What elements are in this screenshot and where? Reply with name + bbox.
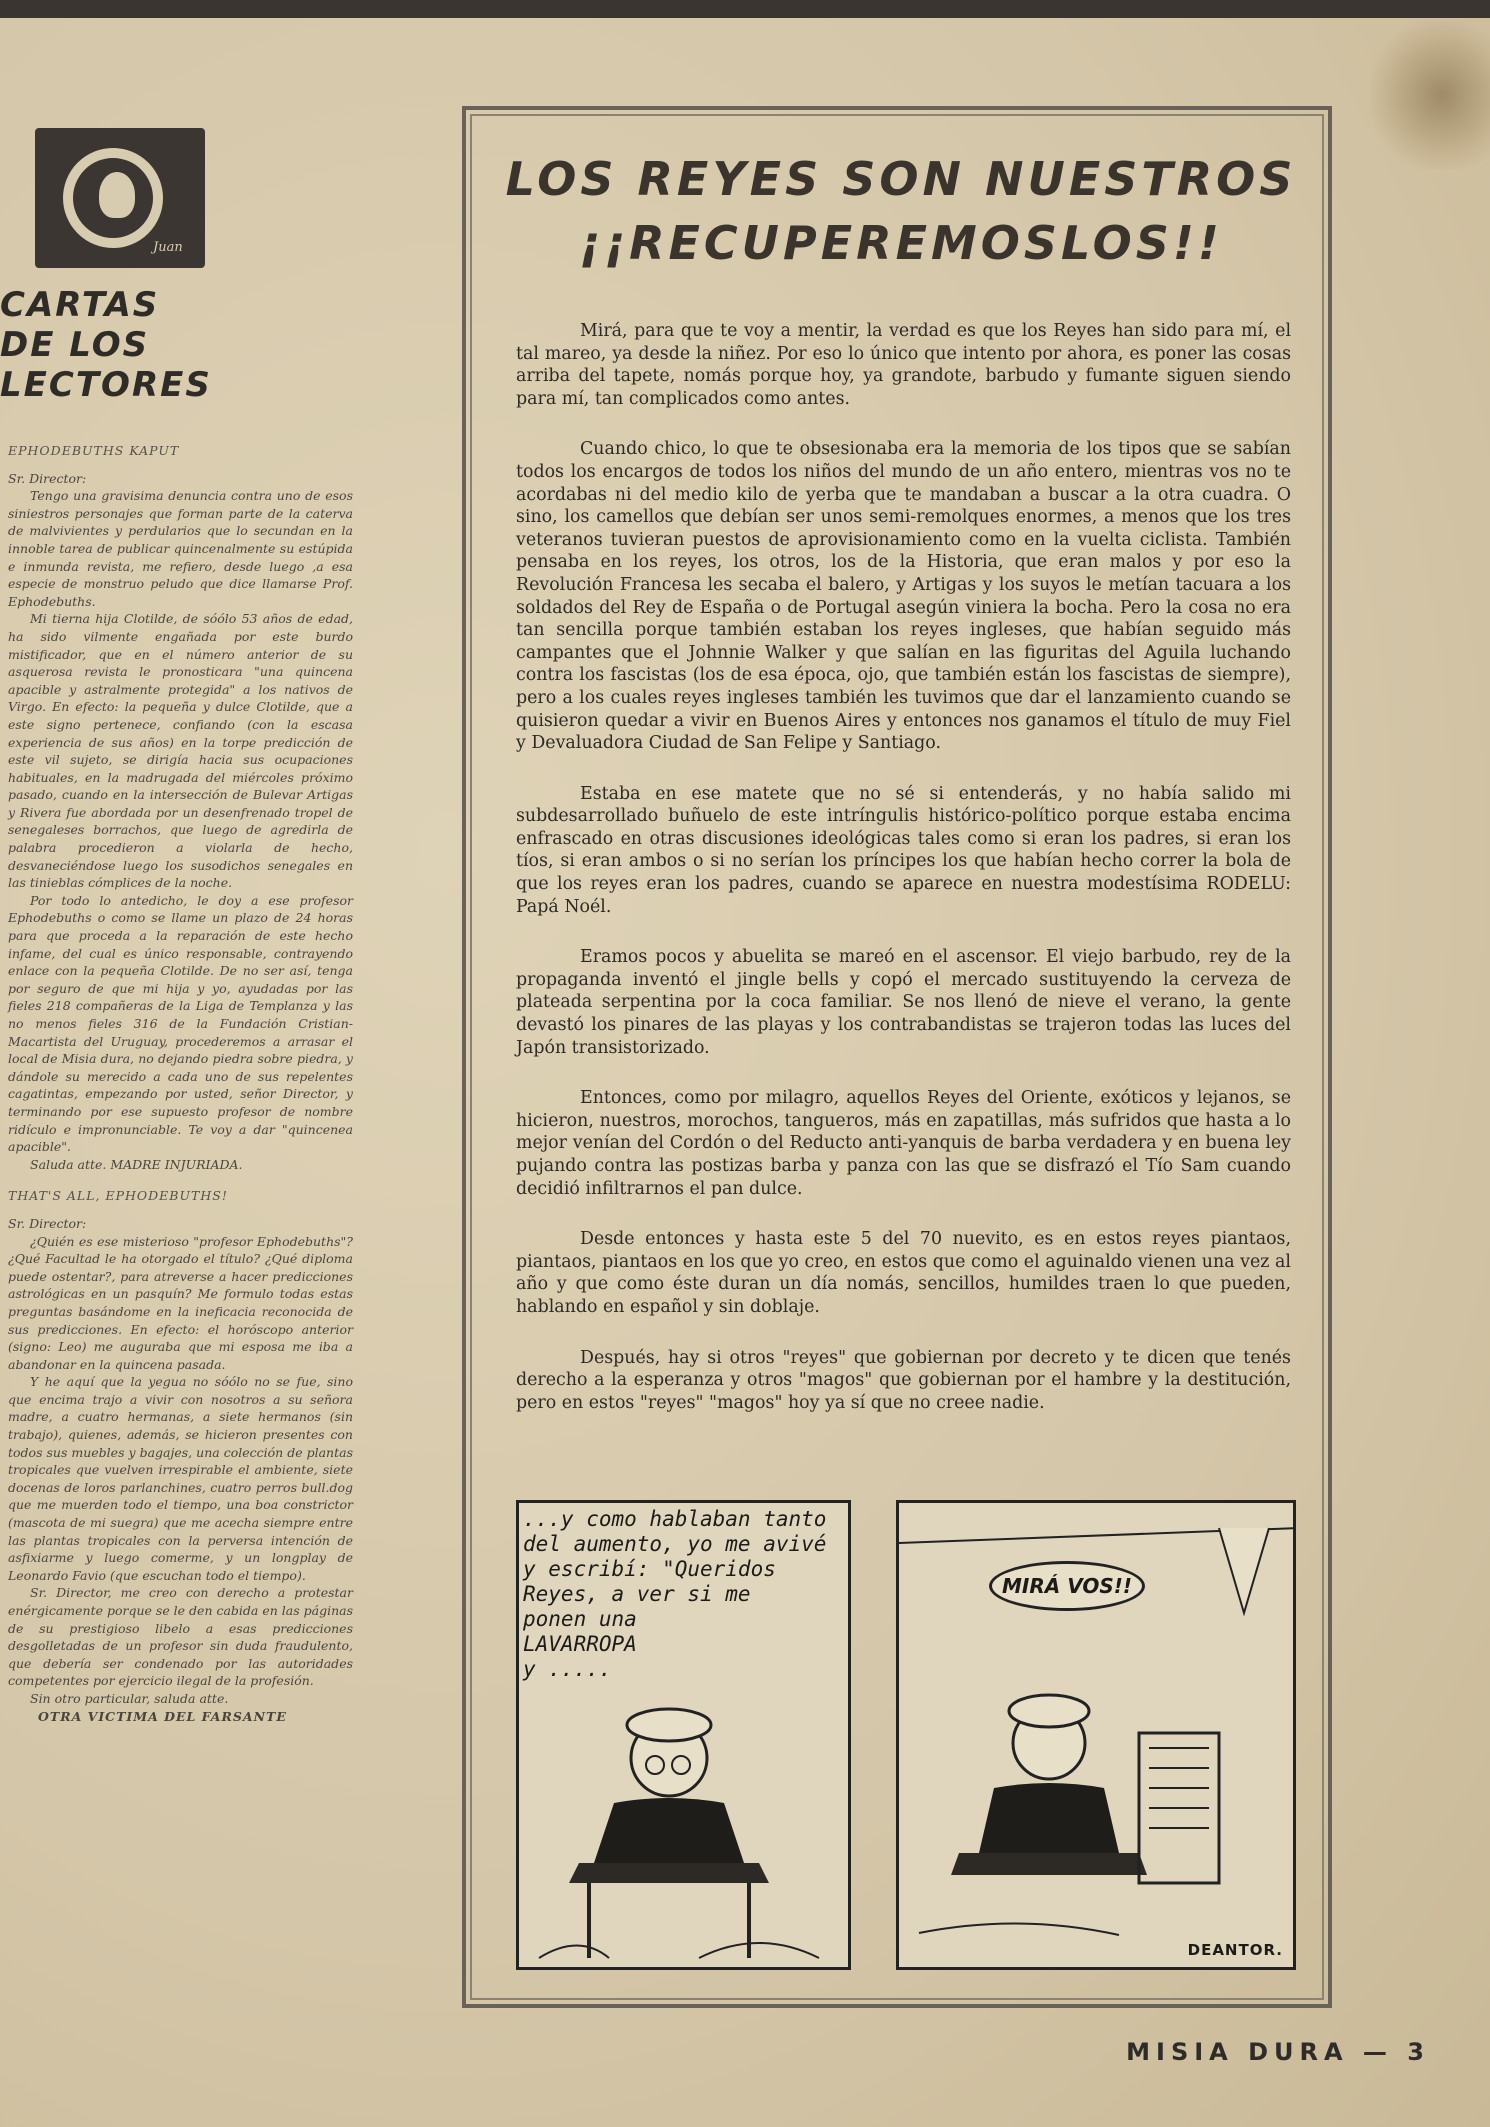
speech-bubble: MIRÁ VOS!! — [989, 1561, 1145, 1611]
letter-salutation: Sr. Director: — [8, 1215, 87, 1231]
article-paragraph: Después, hay si otros "reyes" que gobiernan por decreto y te dicen que tenés derecho a la esperanza y otros "magos" que gobiernan por el hambre y la destitución, pero en estos "reyes" "magos" hoy ya sí que no creee nadie. — [516, 1347, 1291, 1413]
article-box — [462, 106, 1332, 2008]
letter-paragraph: ¿Quién es ese misterioso "profesor Ephodebuths"? ¿Qué Facultad le ha otorgado el título? ¿Qué diploma puede ostentar?, para atreverse a hacer predicciones astrológicas en un pasquín? Me formulo todas estas preguntas basándome en la ineficacia reconocida de sus predicciones. En efecto: el horóscopo anterior (signo: Leo) me auguraba que mi esposa me iba a abandonar en la quincena pasada. — [8, 1233, 353, 1372]
letter-paragraph: Por todo lo antedicho, le doy a ese profesor Ephodebuths o como se llame un plazo de 24 horas para que proceda a la reparación de este hecho infame, del cual es único responsable, contrayendo enlace con la pequeña Clotilde. De no ser así, tenga por seguro de que mi hija y yo, ayudadas por las fieles 218 compañeras de la Liga de Templanza y las no menos fieles 316 de la Fundación Cristian-Macartista del Uruguay, procederemos a arrasar el local de Misia dura, no dejando piedra sobre piedra, y dándole su merecido a cada uno de sus repelentes cagatintas, empezando por usted, señor Director, y terminando por ese supuesto profesor de nombre ridículo e impronunciable. Te voy a dar "quincenea apacible". — [8, 892, 353, 1155]
letter-paragraph: Sr. Director, me creo con derecho a protestar enérgicamente porque se le den cabida en las páginas de su prestigioso libelo a esas predicciones desgolletadas de un profesor sin duda fraudulento, que debería ser condenado por las autoridades competentes por ejercicio ilegal de la profesión. — [8, 1585, 353, 1689]
scan-top-edge — [0, 0, 1490, 18]
boy-drawing-icon — [519, 1503, 851, 1970]
artist-signature: DEANTOR. — [1187, 1941, 1283, 1959]
letter-paragraph: Tengo una gravisima denuncia contra uno de esos siniestros personajes que forman parte de la caterva de malvivientes y perdularios que lo secundan en la innoble tarea de publicar quincenalmente su estúpida e inmunda revista, me refiero, desde luego ,a esa especie de monstruo peludo que dice llamarse Prof. Ephodebuths. — [8, 488, 353, 609]
letter-signoff: OTRA VICTIMA DEL FARSANTE — [38, 1708, 287, 1724]
article-paragraph: Desde entonces y hasta este 5 del 70 nuevito, es en estos reyes piantaos, piantaos, piantaos en los que yo creo, en estos que como el aguinaldo vienen una vez al año y que como éste duran un día nomás, sencillos, humildes traen lo que pueden, hablando en español y sin doblaje. — [516, 1229, 1291, 1317]
comic-panel-2 — [896, 1500, 1296, 1970]
paper-stain — [1370, 20, 1490, 170]
comic-panel-1 — [516, 1500, 851, 1970]
letter-paragraph: Y he aquí que la yegua no sóólo no se fue, sino que encima trajo a vivir con nosotros a su señora madre, a cuatro hermanas, a siete hermanos (sin trabajo), quienes, además, se hicieron presentes con todos sus muebles y bagajes, una colección de plantas tropicales que vuelven irrespirable el ambiente, siete docenas de loros parlanchines, cuatro perros bull.dog que me muerden todo el tiempo, una boa constrictor (mascota de mi suegra) que me acecha siempre entre las plantas tropicales con la perversa intención de asfixiarme y luego comerme, y un longplay de Leonardo Favio (que escuchan todo el tiempo). — [8, 1374, 353, 1583]
letter-salutation: Sr. Director: — [8, 470, 87, 486]
article-paragraph: Eramos pocos y abuelita se mareó en el ascensor. El viejo barbudo, rey de la propaganda inventó el jingle bells y copó el mercado sustituyendo la cerveza de plateada serpentina por la coca familiar. Se nos llenó de nieve el verano, la gente devastó los pinares de las playas y los contrabandistas se trajeron todas las luces del Japón transistorizado. — [516, 947, 1291, 1058]
column-title — [0, 285, 212, 405]
article-body — [516, 320, 1291, 1442]
article-headline-sub: ¡¡RECUPEREMOSLOS!! — [579, 216, 1223, 270]
speech-text: ...y como hablaban tanto del aumento, yo me avivé y escribí: "Queridos Reyes, a ver si me ponen una LAVARROPA y ..... — [523, 1507, 827, 1681]
page-footer: MISIA DURA — 3 — [1126, 2038, 1430, 2066]
logo-face-icon — [99, 172, 135, 218]
letter-heading: THAT'S ALL, EPHODEBUTHS! — [8, 1188, 228, 1204]
letter-paragraph: Sin otro particular, saluda atte. — [30, 1690, 229, 1706]
article-headline: LOS REYES SON NUESTROS — [505, 152, 1297, 206]
article-paragraph: Estaba en ese matete que no sé si entenderás, y no había salido mi subdesarrollado buñuelo de este intríngulis histórico-político porque estaba encima enfrascado en otras discusiones ideológicas tales como si eran los padres, si eran los tíos, si eran ambos o si no serían los príncipes los que habían hecho correr la bola de que los reyes eran los padres, cuando se aparece en nuestra modestísima RODELU: Papá Noél. — [516, 783, 1291, 917]
column-title-line: DE LOS — [0, 325, 150, 365]
letter-signoff: Saluda atte. MADRE INJURIADA. — [30, 1156, 243, 1172]
letters-body — [8, 438, 353, 1725]
article-paragraph: Entonces, como por milagro, aquellos Reyes del Oriente, exóticos y lejanos, se hicieron, nuestros, morochos, tangueros, más en zapatillas, más sufridos que hasta a lo mejor venían del Cordón o del Reducto anti-yanquis de barba verdadera y en buena ley pujando contra las postizas barba y panza con las que se disfrazó el Tío Sam cuando decidió infiltrarnos el pan dulce. — [516, 1088, 1291, 1199]
comic-strip — [516, 1500, 1296, 1970]
column-logo — [35, 128, 205, 268]
letter-paragraph: Mi tierna hija Clotilde, de sóólo 53 años de edad, ha sido vilmente engañada por este burdo mistificador, que en el número anterior de su asquerosa revista le pronosticara "una quincena apacible y astralmente protegida" a los nativos de Virgo. En efecto: la pequeña y dulce Clotilde, que a este signo pertenece, confiando (con la escasa experiencia de sus años) en la torpe predicción de este vil sujeto, se dirigía hacia sus ocupaciones habituales, en la madrugada del miércoles próximo pasado, cuando en la intersección de Bulevar Artigas y Rivera fue abordada por un desenfrenado tropel de senegaleses borrachos, que luego de agredirla de palabra procedieron a violarla de hecho, desvaneciéndose luego los susodichos senegales en las tinieblas cómplices de la noche. — [8, 611, 353, 891]
column-title-line: LECTORES — [0, 365, 212, 405]
article-paragraph: Mirá, para que te voy a mentir, la verdad es que los Reyes han sido para mí, el tal mareo, ya desde la niñez. Por eso lo único que intento por ahora, es poner las cosas arriba del tapete, nomás porque hoy, ya grandote, barbudo y fumante siguen siendo para mí, tan complicados como antes. — [516, 321, 1291, 409]
logo-signature: Juan — [153, 240, 183, 255]
letter-heading: EPHODEBUTHS KAPUT — [8, 443, 180, 458]
article-paragraph: Cuando chico, lo que te obsesionaba era la memoria de los tipos que se sabían todos los encargos de todos los niños del mundo de un año entero, mientras vos no te acordabas ni del medio kilo de yerba que te mandaban a buscar a la otra cuadra. O sino, los camellos que debían ser unos semi-remolques enormes, a menos que los tres veteranos tuvieran puestos de aprovisionamiento como en la vuelta ciclista. También pensaba en los reyes, los otros, los de la Historia, que eran malos y por eso la Revolución Francesa les secaba el balero, y Artigas y los suyos le metían tacuara a los soldados del Rey de España o de Portugal asegún viniera la bocha. Pero la cosa no era tan sencilla porque también estaban los reyes ingleses, que habían seguido más campantes que el Johnnie Walker y que salían en las figuritas del Aguila luchando contra los fascistas (los de esa época, ojo, que también están los fascistas de siempre), pero a los cuales reyes ingleses también les tuvimos que dar el lanzamiento cuando se quisieron quedar a vivir en Buenos Aires y entonces nos ganamos el título de muy Fiel y Devaluadora Ciudad de San Felipe y Santiago. — [516, 439, 1291, 754]
letters-column — [0, 120, 360, 2020]
column-title-line: CARTAS — [0, 285, 160, 325]
